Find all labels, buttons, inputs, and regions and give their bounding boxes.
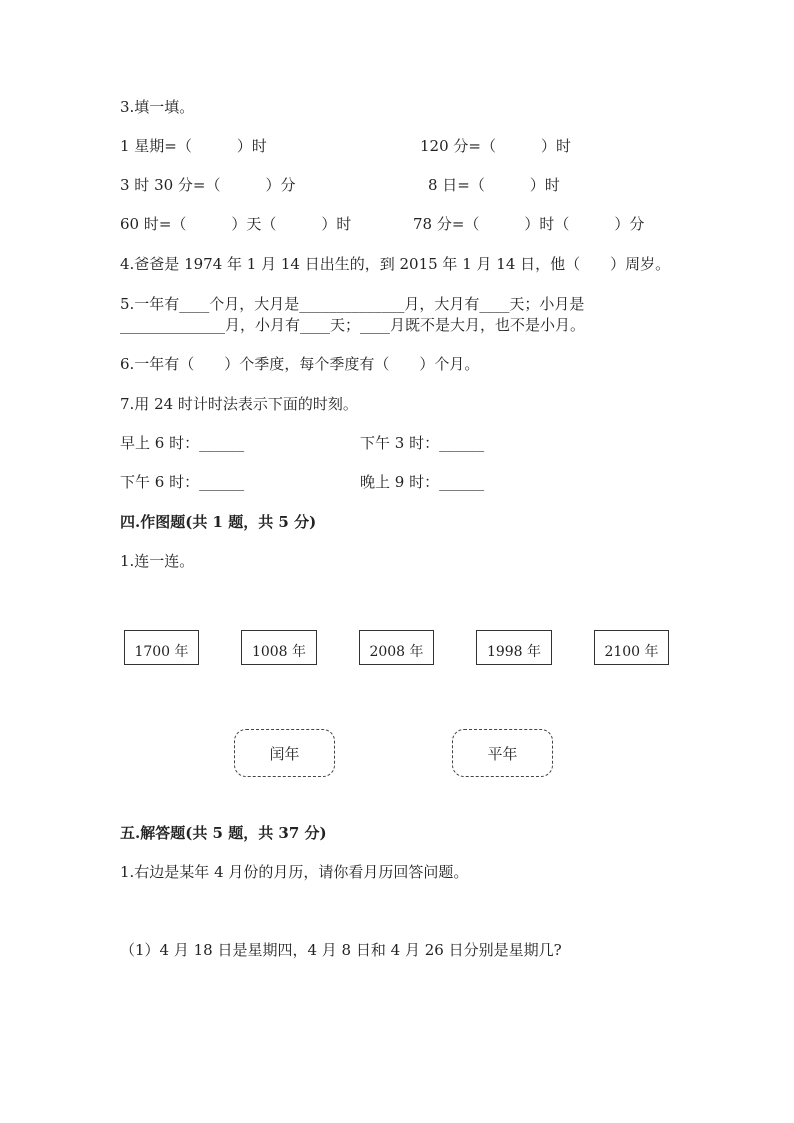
year-box-1998: 1998 年 <box>476 630 552 665</box>
q7-afternoon-3: 下午 3 时：______ <box>360 434 485 452</box>
section5-title: 五.解答题(共 5 题，共 37 分) <box>120 824 327 842</box>
year-box-1700: 1700 年 <box>124 630 199 665</box>
q6-text: 6.一年有（ ）个季度，每个季度有（ ）个月。 <box>120 355 480 373</box>
q3-row1-left: 1 星期=（ ）时 <box>120 137 267 155</box>
q3-row3-left: 60 时=（ ）天（ ）时 <box>120 215 352 233</box>
common-year-box: 平年 <box>452 729 553 777</box>
section4-title: 四.作图题(共 1 题，共 5 分) <box>120 513 317 531</box>
leap-year-box: 闰年 <box>234 729 335 777</box>
q5-line2: ______________月，小月有____天；____月既不是大月，也不是小月。 <box>120 316 586 334</box>
q7-evening-9: 晚上 9 时：______ <box>360 473 485 491</box>
section5-sub1: （1）4 月 18 日是星期四，4 月 8 日和 4 月 26 日分别是星期几? <box>120 941 562 959</box>
q3-title: 3.填一填。 <box>120 98 195 116</box>
q7-morning-6: 早上 6 时：______ <box>120 434 245 452</box>
section5-q1: 1.右边是某年 4 月份的月历，请你看月历回答问题。 <box>120 863 469 881</box>
year-box-1008: 1008 年 <box>241 630 317 665</box>
year-box-2008: 2008 年 <box>359 630 434 665</box>
q3-row2-left: 3 时 30 分=（ ）分 <box>120 176 296 194</box>
q7-afternoon-6: 下午 6 时：______ <box>120 473 245 491</box>
year-box-2100: 2100 年 <box>594 630 669 665</box>
q4-text: 4.爸爸是 1974 年 1 月 14 日出生的，到 2015 年 1 月 14 日，他（ ）周岁。 <box>120 255 671 273</box>
q3-row2-right: 8 日=（ ）时 <box>428 176 560 194</box>
q3-row1-right: 120 分=（ ）时 <box>420 137 571 155</box>
section4-q1: 1.连一连。 <box>120 552 195 570</box>
q3-row3-right: 78 分=（ ）时（ ）分 <box>413 215 645 233</box>
q7-title: 7.用 24 时计时法表示下面的时刻。 <box>120 395 358 413</box>
q5-line1: 5.一年有____个月，大月是______________月，大月有____天；小月是 <box>120 295 585 313</box>
